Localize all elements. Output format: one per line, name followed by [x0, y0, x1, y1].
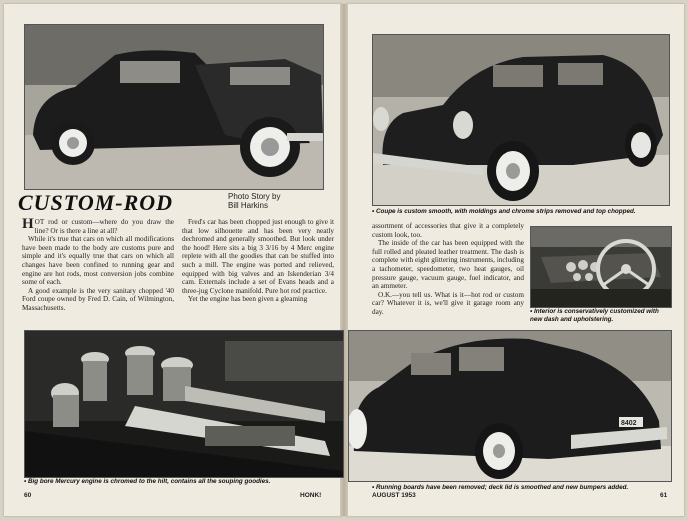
left-folio-magazine: HONK! [300, 492, 322, 499]
article-title-block [18, 190, 334, 216]
engine-photo [24, 330, 344, 478]
photo-byline [228, 192, 328, 210]
paragraph: assortment of accessories that give it a completely custom look, too. [372, 222, 524, 239]
body-column-1 [22, 218, 174, 328]
paragraph: While it's true that cars on which all modifications have been made to the body are customs pure and simple and it's equally true that cars on which all changes have been confined to running gear and engine are hot rods, most conversion jobs combine some of each. [22, 235, 174, 287]
right-folio-date: AUGUST 1953 [372, 492, 416, 499]
byline-line-2: Bill Harkins [228, 201, 269, 210]
interior-caption: • Interior is conservatively customized with new dash and upholstering. [530, 308, 659, 323]
left-page-number: 60 [24, 492, 32, 499]
body-column-2 [182, 218, 334, 328]
coupe-front-photo [24, 24, 324, 190]
coupe-caption: • Coupe is custom smooth, with moldings and chrome strips removed and top chopped. [372, 208, 636, 215]
paragraph: Yet the engine has been given a gleaming [188, 295, 308, 304]
drop-cap: H [22, 216, 34, 232]
paragraph: O.K.—you tell us. What is it—hot rod or custom car? Whatever it is, we'll give it garage room any day. [372, 290, 524, 316]
paragraph: The inside of the car has been equipped with the full rolled and pleated leather treatment. The dash is complete with eight glittering instruments, including a tachometer, speedometer, two heat gauges, oil pressure gauge, vacuum gauge, fuel indicator, and an ammeter. [372, 239, 524, 291]
coupe-rear-photo [348, 330, 672, 482]
right-page-number: 61 [660, 492, 668, 499]
license-plate: 8402 [621, 420, 637, 427]
byline-line-1: Photo Story by [228, 192, 281, 201]
body-column-3 [372, 222, 524, 328]
article-headline: CUSTOM-ROD [18, 190, 174, 215]
interior-dash-photo [530, 226, 672, 308]
paragraph-text: OT rod or custom—where do you draw the line? Or is there a line at all? [34, 218, 174, 235]
paragraph: Fred's car has been chopped just enough to give it that low silhouette and has been very neatly dechromed and generally smoothed. But look under the hood! Here sits a big 3 3/16 by 4 Merc engine replete with all the goodies that can be stuffed into such a mill. The engine was ported and relieved, equipped with big valves and an Iskenderian 3/4 cam. Externals include a set of Evans heads and a three-jug Cyclone manifold. Pure hot rod practice. [182, 218, 334, 295]
paragraph: A good example is the very sanitary chopped '40 Ford coupe owned by Fred D. Cain, of Wilmington, Massachusetts. [22, 286, 174, 312]
coupe-chopped-photo [372, 34, 670, 206]
engine-caption: • Big bore Mercury engine is chromed to the hilt, contains all the souping goodies. [24, 478, 271, 485]
rear-caption: • Running boards have been removed; deck lid is smoothed and new bumpers added. [372, 484, 629, 491]
paragraph [22, 218, 174, 235]
